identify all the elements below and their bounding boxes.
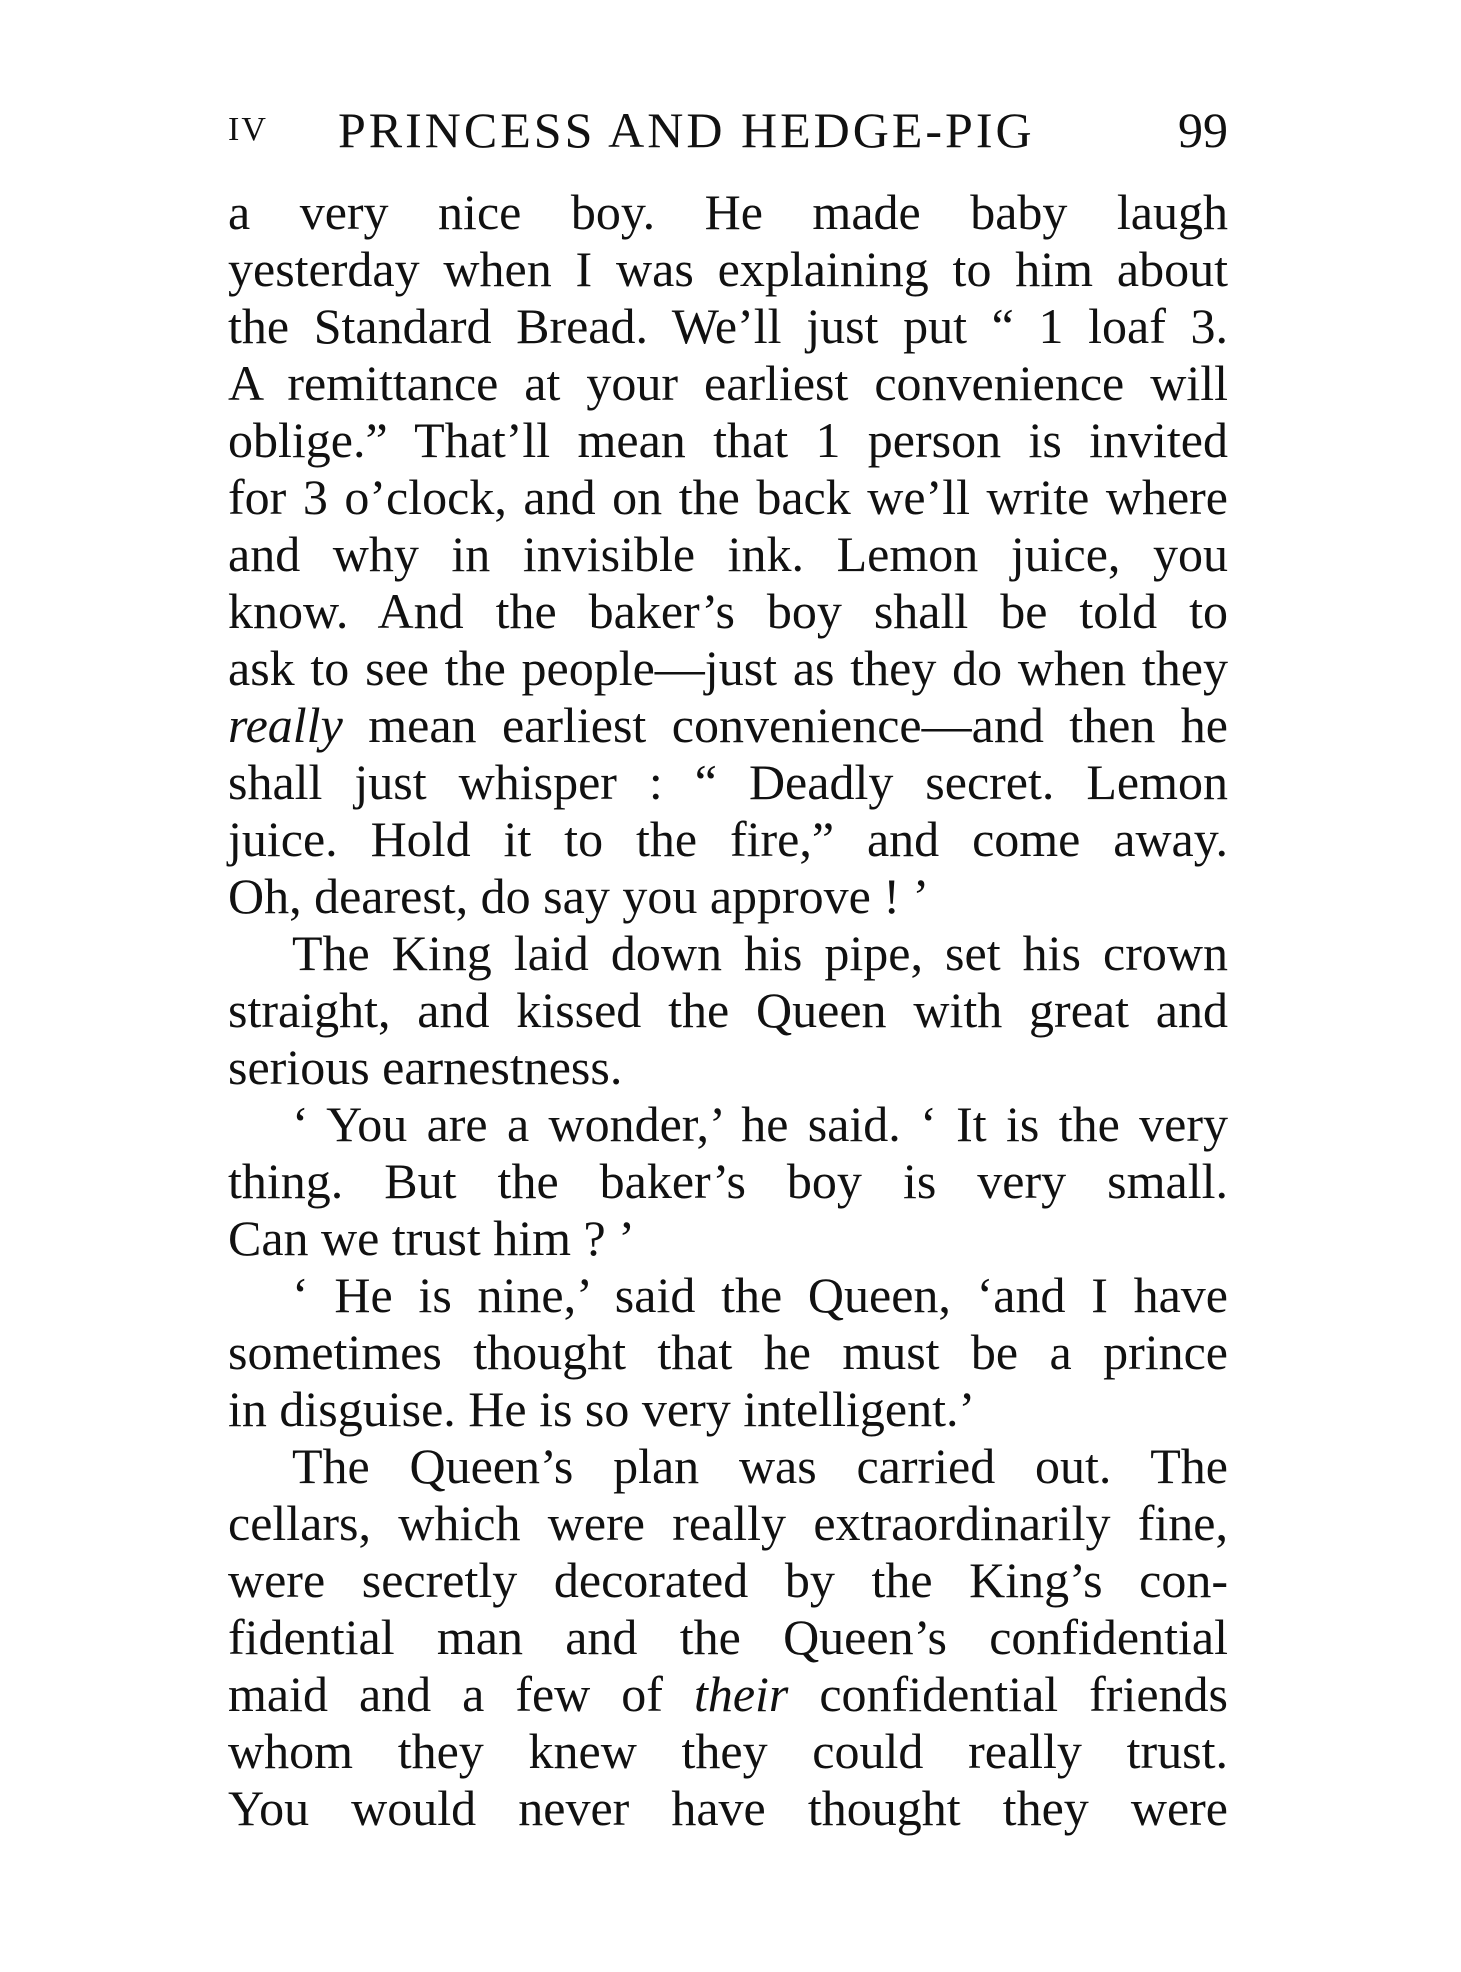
running-title: PRINCESS AND HEDGE-PIG: [338, 102, 1035, 158]
text-line: cellars, which were really extraordinarily fine,: [228, 1495, 1228, 1551]
text-line: shall just whisper : “ Deadly secret. Lemon: [228, 754, 1228, 810]
text-line: were secretly decorated by the King’s con-: [228, 1552, 1228, 1608]
text-line: straight, and kissed the Queen with great and: [228, 982, 1228, 1038]
body-text: [228, 184, 1228, 1837]
text-line: You would never have thought they were: [228, 1780, 1228, 1836]
text-line: Can we trust him ? ’: [228, 1210, 635, 1266]
text-line: The King laid down his pipe, set his crown: [292, 925, 1228, 981]
chapter-number: IV: [228, 111, 268, 148]
text-line: and why in invisible ink. Lemon juice, you: [228, 526, 1228, 582]
italic-word: really: [228, 697, 343, 753]
text-line: Oh, dearest, do say you approve ! ’: [228, 868, 930, 924]
text-line: juice. Hold it to the fire,” and come away.: [228, 811, 1228, 867]
text-line: really mean earliest convenience—and then he: [228, 697, 1228, 753]
text-line: know. And the baker’s boy shall be told to: [228, 583, 1228, 639]
text-line: serious earnestness.: [228, 1039, 623, 1095]
text-line: ‘ He is nine,’ said the Queen, ‘and I have: [292, 1267, 1228, 1323]
text-line: whom they knew they could really trust.: [228, 1723, 1228, 1779]
text-line: The Queen’s plan was carried out. The: [292, 1438, 1228, 1494]
page-number: 99: [1178, 102, 1228, 158]
running-head: [228, 90, 1228, 170]
text-line: maid and a few of their confidential friends: [228, 1666, 1228, 1722]
text-line: fidential man and the Queen’s confidential: [228, 1609, 1228, 1665]
text-line: the Standard Bread. We’ll just put “ 1 loaf 3.: [228, 298, 1228, 354]
text-line: A remittance at your earliest convenience will: [228, 355, 1228, 411]
text-line: in disguise. He is so very intelligent.’: [228, 1381, 976, 1437]
text-line: yesterday when I was explaining to him about: [228, 241, 1228, 297]
text-line: thing. But the baker’s boy is very small.: [228, 1153, 1228, 1209]
text-line: sometimes thought that he must be a prince: [228, 1324, 1228, 1380]
text-line: a very nice boy. He made baby laugh: [228, 184, 1228, 240]
text-line: for 3 o’clock, and on the back we’ll write where: [228, 469, 1228, 525]
text-line: ‘ You are a wonder,’ he said. ‘ It is the very: [292, 1096, 1228, 1152]
italic-word: their: [693, 1666, 789, 1722]
text-line: oblige.” That’ll mean that 1 person is invited: [228, 412, 1228, 468]
text-line: ask to see the people—just as they do when they: [228, 640, 1228, 696]
